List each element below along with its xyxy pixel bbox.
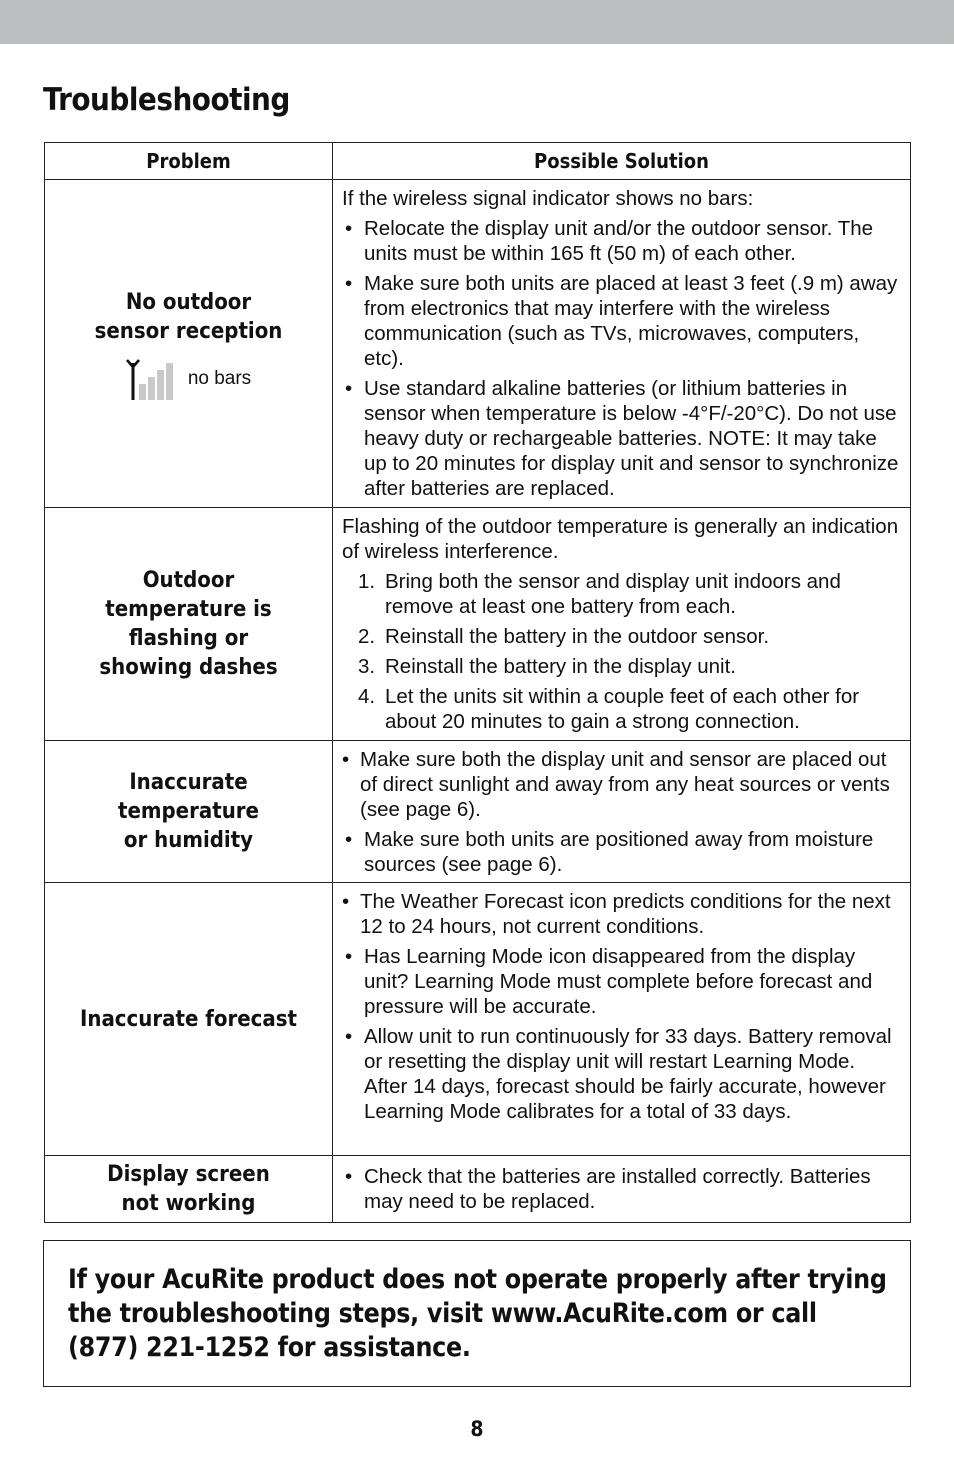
list-item-text: Make sure both units are positioned away from moisture sources (see page 6). — [364, 828, 874, 876]
bullet-marker: • — [342, 890, 350, 913]
list-item — [342, 827, 902, 877]
problem-label: No outdoor sensor reception — [94, 289, 283, 344]
list-item — [342, 889, 902, 939]
problem-cell — [45, 883, 333, 1156]
header-band — [0, 0, 954, 44]
list-item-text: Make sure both units are placed at least 3 feet (.9 m) away from electronics that may interfere with the wireless communication (such as TVs, microwaves, computers, etc). — [364, 272, 898, 370]
support-notice-text: If your AcuRite product does not operate properly after trying the troubleshooting steps, visit www.AcuRite.com or call (877) 221-1252 for assistance. — [68, 1264, 887, 1363]
table-header-row — [45, 143, 911, 180]
list-item-text: Has Learning Mode icon disappeared from the display unit? Learning Mode must complete before forecast and pressure will be accurate. — [364, 945, 873, 1018]
solution-column-header: Possible Solution — [333, 143, 911, 180]
list-item-text: Reinstall the battery in the outdoor sensor. — [385, 625, 770, 648]
solution-intro: If the wireless signal indicator shows no bars: — [342, 187, 754, 210]
list-item — [342, 271, 902, 371]
bullet-marker: • — [345, 1025, 353, 1048]
number-marker: 1. — [358, 570, 376, 593]
problem-cell — [45, 508, 333, 741]
signal-indicator-label: no bars — [187, 367, 252, 389]
list-item-text: Make sure both the display unit and sensor are placed out of direct sunlight and away from any heat sources or vents (see page 6). — [360, 748, 890, 821]
solution-cell — [333, 741, 911, 883]
support-notice-box — [43, 1240, 911, 1387]
bullet-marker: • — [345, 272, 353, 295]
list-item-text: Let the units sit within a couple feet of each other for about 20 minutes to gain a strong connection. — [385, 685, 860, 733]
problem-label: Inaccurate forecast — [80, 1006, 297, 1032]
problem-label: Outdoor temperature is flashing or showing dashes — [99, 568, 278, 680]
problem-cell — [45, 741, 333, 883]
bullet-marker: • — [345, 828, 353, 851]
number-marker: 3. — [358, 655, 376, 678]
list-item — [342, 1164, 902, 1214]
list-item-text: The Weather Forecast icon predicts conditions for the next 12 to 24 hours, not current conditions. — [360, 890, 891, 938]
list-item-text: Allow unit to run continuously for 33 days. Battery removal or resetting the display unit will restart Learning Mode. After 14 days, forecast should be fairly accurate, however Learning Mode calibrates for a total of 33 days. — [364, 1025, 892, 1123]
list-item — [342, 1024, 902, 1124]
bullet-marker: • — [345, 945, 353, 968]
list-item — [342, 747, 902, 822]
table-row — [45, 180, 911, 508]
list-item-text: Check that the batteries are installed correctly. Batteries may need to be replaced. — [364, 1165, 871, 1213]
list-item — [342, 624, 902, 649]
problem-label: Inaccurate temperature or humidity — [118, 770, 259, 853]
troubleshooting-table — [44, 142, 911, 1223]
bullet-marker: • — [345, 377, 353, 400]
page-number: 8 — [470, 1417, 484, 1441]
number-marker: 2. — [358, 625, 376, 648]
list-item-text: Bring both the sensor and display unit indoors and remove at least one battery from each. — [385, 570, 841, 618]
list-item — [342, 654, 902, 679]
table-row — [45, 741, 911, 883]
solution-cell — [333, 508, 911, 741]
bullet-marker: • — [345, 1165, 353, 1188]
problem-cell — [45, 180, 333, 508]
table-row — [45, 883, 911, 1156]
list-item — [342, 569, 902, 619]
list-item — [342, 376, 902, 501]
list-item-text: Use standard alkaline batteries (or lithium batteries in sensor when temperature is below -4°F/-20°C). Do not use heavy duty or rechargeable batteries. NOTE: It may take up to 20 minutes for display unit and sensor to synchronize after batteries are replaced. — [364, 377, 899, 500]
list-item — [342, 216, 902, 266]
solution-intro: Flashing of the outdoor temperature is generally an indication of wireless interference. — [342, 515, 899, 563]
number-marker: 4. — [358, 685, 376, 708]
table-row — [45, 1156, 911, 1223]
bullet-marker: • — [345, 217, 353, 240]
solution-cell — [333, 883, 911, 1156]
page-title: Troubleshooting — [43, 82, 290, 118]
list-item — [342, 944, 902, 1019]
list-item-text: Reinstall the battery in the display unit. — [385, 655, 736, 678]
signal-bars-empty-icon — [126, 358, 180, 400]
signal-indicator — [59, 358, 318, 400]
problem-column-header: Problem — [45, 143, 333, 180]
bullet-marker: • — [342, 748, 350, 771]
table-row — [45, 508, 911, 741]
problem-label: Display screen not working — [107, 1162, 270, 1216]
list-item-text: Relocate the display unit and/or the outdoor sensor. The units must be within 165 ft (50 m) of each other. — [364, 217, 874, 265]
problem-cell — [45, 1156, 333, 1223]
solution-cell — [333, 180, 911, 508]
solution-cell — [333, 1156, 911, 1223]
list-item — [342, 684, 902, 734]
